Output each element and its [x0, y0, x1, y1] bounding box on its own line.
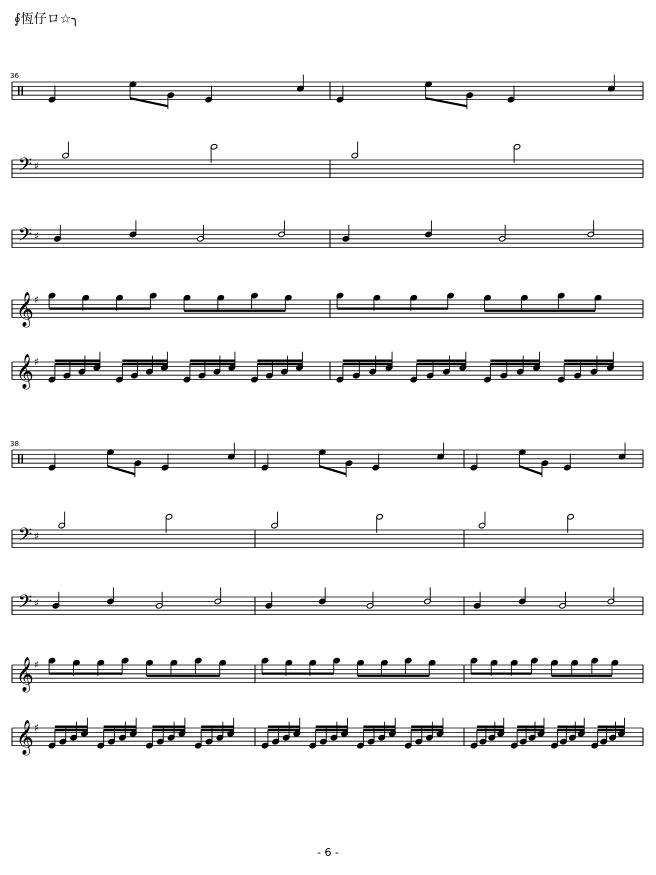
clef-s0-st3: 𝄞 [16, 291, 34, 327]
clef-s1-st1: 𝄢 [18, 525, 33, 551]
page-number: - 6 - [317, 846, 339, 859]
measure-number-system-1: 36 [10, 72, 19, 80]
key-sharp-s1-st2: ♯ [34, 598, 39, 610]
clef-s1-st4: 𝄞 [16, 719, 34, 755]
measure-number-system-2: 38 [10, 440, 19, 448]
clef-s0-st2: 𝄢 [18, 225, 33, 251]
clef-s0-st1: 𝄢 [18, 155, 33, 181]
clef-s1-st0-a [18, 454, 20, 463]
key-sharp-s0-st1: ♯ [34, 161, 39, 173]
clef-s0-st4: 𝄞 [16, 353, 34, 389]
clef-s0-st0-b [22, 86, 24, 95]
clef-s0-st0-a [18, 86, 20, 95]
key-sharp-s1-st3: ♯ [34, 660, 39, 671]
key-sharp-s1-st1: ♯ [34, 531, 39, 543]
key-sharp-s1-st4: ♯ [34, 723, 39, 734]
key-sharp-s0-st3: ♯ [34, 295, 39, 306]
score-title: ∮恆仔ロ☆╮ [14, 12, 80, 27]
clef-s1-st0-b [22, 454, 24, 463]
clef-s1-st3: 𝄞 [16, 656, 34, 692]
clef-s1-st2: 𝄢 [18, 592, 33, 618]
key-sharp-s0-st2: ♯ [34, 231, 39, 243]
key-sharp-s0-st4: ♯ [34, 357, 39, 368]
